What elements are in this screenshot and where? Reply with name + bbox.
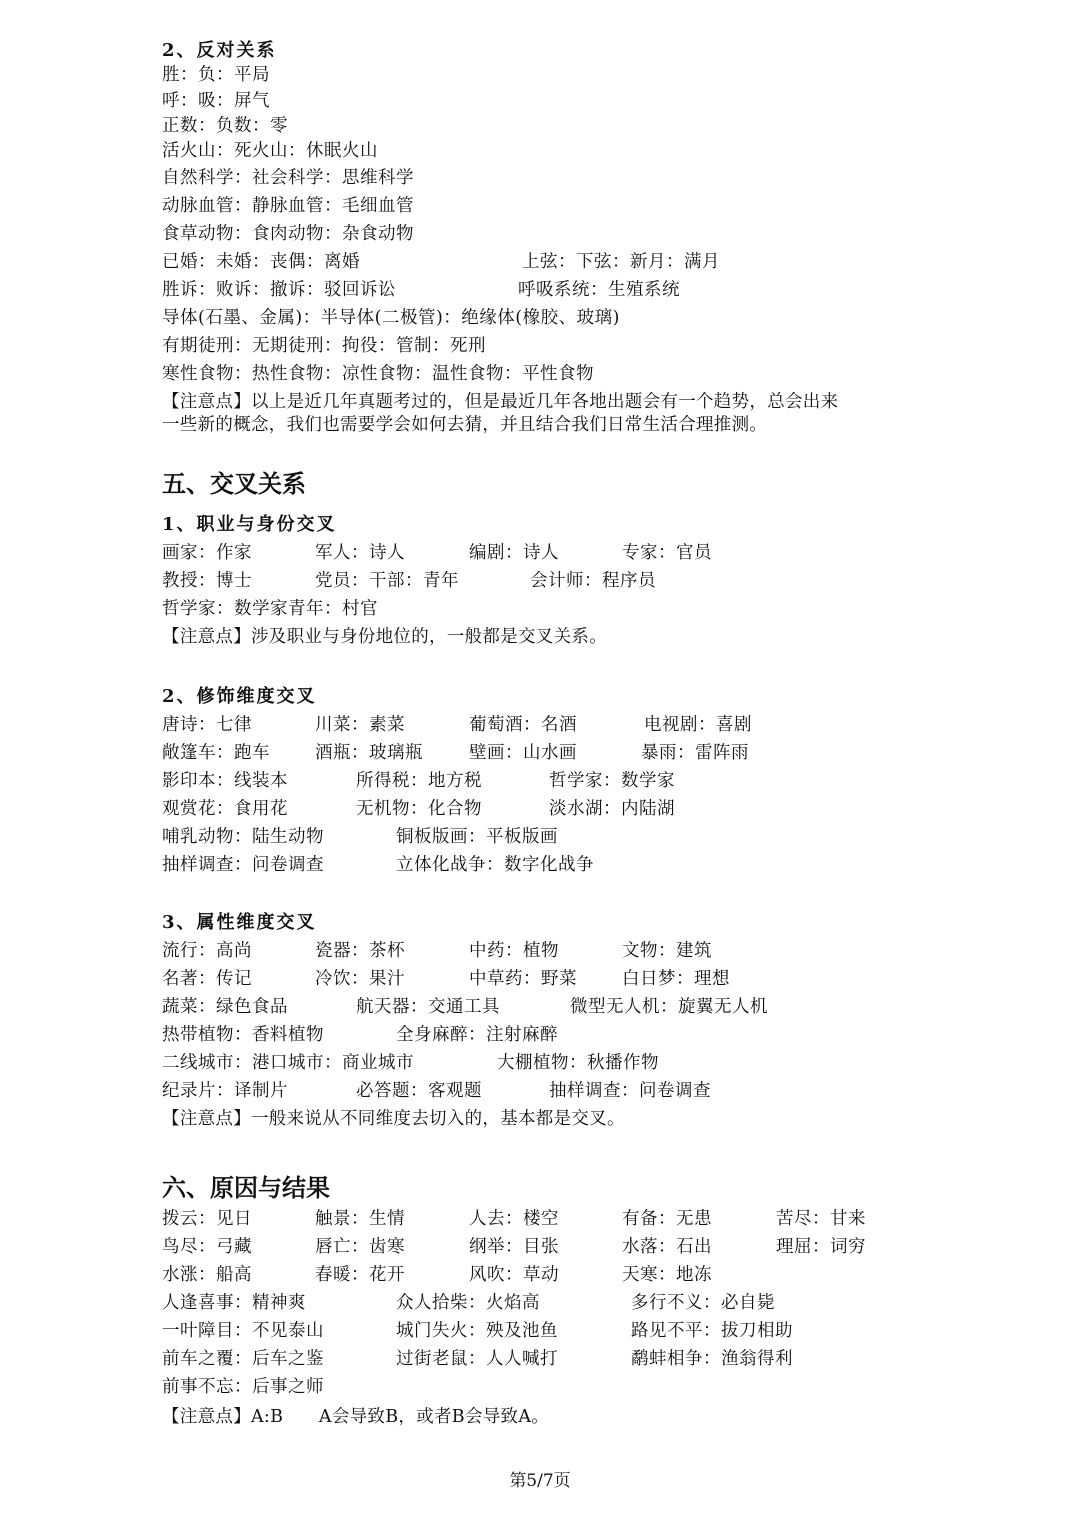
text-item: 蔬菜：绿色食品 [162, 997, 288, 1017]
text-line: 自然科学：社会科学：思维科学 [162, 168, 414, 188]
text-item: 编剧：诗人 [469, 543, 559, 563]
text-item: 酒瓶：玻璃瓶 [315, 743, 423, 763]
text-item: 会计师：程序员 [530, 571, 656, 591]
text-item: 抽样调查：问卷调查 [162, 855, 324, 875]
text-item: 拨云：见日 [162, 1209, 252, 1229]
text-item: 流行：高尚 [162, 941, 252, 961]
text-item: 一叶障目：不见泰山 [162, 1321, 324, 1341]
text-item: 名著：传记 [162, 969, 252, 989]
text-item: 川菜：素菜 [315, 715, 405, 735]
text-item: 瓷器：茶杯 [315, 941, 405, 961]
text-item: 所得税：地方税 [356, 771, 482, 791]
text-item: 微型无人机：旋翼无人机 [570, 997, 768, 1017]
text-item: 胜诉：败诉：撤诉：驳回诉讼 [162, 280, 396, 300]
text-item: 敞篷车：跑车 [162, 743, 270, 763]
text-item: 苦尽：甘来 [776, 1209, 866, 1229]
section-title-cause-effect: 六、原因与结果 [162, 1173, 330, 1202]
text-item: 风吹：草动 [469, 1265, 559, 1285]
text-item: 立体化战争：数字化战争 [396, 855, 594, 875]
text-item: 触景：生情 [315, 1209, 405, 1229]
text-line: 呼：吸：屏气 [162, 91, 270, 111]
text-item: 大棚植物：秋播作物 [497, 1053, 659, 1073]
text-item: 白日梦：理想 [622, 969, 730, 989]
subsection-title: 3、属性维度交叉 [162, 912, 317, 933]
text-item: 中药：植物 [469, 941, 559, 961]
text-line: 动脉血管：静脉血管：毛细血管 [162, 196, 414, 216]
text-item: 抽样调查：问卷调查 [549, 1081, 711, 1101]
subsection-title-opposite: 2、反对关系 [162, 40, 277, 61]
text-item: 有备：无患 [622, 1209, 712, 1229]
text-item: 哲学家：数学家 [549, 771, 675, 791]
text-item: 全身麻醉：注射麻醉 [396, 1025, 558, 1045]
text-line: 胜：负：平局 [162, 65, 270, 85]
text-item: 教授：博士 [162, 571, 252, 591]
text-item: 天寒：地冻 [622, 1265, 712, 1285]
text-line: 食草动物：食肉动物：杂食动物 [162, 224, 414, 244]
text-item: 鸟尽：弓藏 [162, 1237, 252, 1257]
text-item: 冷饮：果汁 [315, 969, 405, 989]
text-item: 城门失火：殃及池鱼 [396, 1321, 558, 1341]
text-line: 导体(石墨、金属)：半导体(二极管)：绝缘体(橡胶、玻璃) [162, 308, 620, 328]
note-line: 一些新的概念，我们也需要学会如何去猜，并且结合我们日常生活合理推测。 [162, 415, 768, 435]
text-item: 前车之覆：后车之鉴 [162, 1349, 324, 1369]
text-item: 观赏花：食用花 [162, 799, 288, 819]
text-item: 哺乳动物：陆生动物 [162, 827, 324, 847]
text-item: 过街老鼠：人人喊打 [396, 1349, 558, 1369]
text-item: 必答题：客观题 [356, 1081, 482, 1101]
text-item: 影印本：线装本 [162, 771, 288, 791]
note-line: 【注意点】一般来说从不同维度去切入的，基本都是交叉。 [162, 1109, 625, 1129]
text-item: 文物：建筑 [622, 941, 712, 961]
text-line: 有期徒刑：无期徒刑：拘役：管制：死刑 [162, 336, 486, 356]
text-item: 水落：石出 [622, 1237, 712, 1257]
text-item: 葡萄酒：名酒 [469, 715, 577, 735]
text-item: 上弦：下弦：新月：满月 [522, 252, 720, 272]
text-item: 淡水湖：内陆湖 [549, 799, 675, 819]
text-item: 春暖：花开 [315, 1265, 405, 1285]
text-item: 铜板版画：平板版画 [396, 827, 558, 847]
text-line: 活火山：死火山：休眠火山 [162, 141, 378, 161]
text-item: 路见不平：拔刀相助 [631, 1321, 793, 1341]
text-item: 唐诗：七律 [162, 715, 252, 735]
text-item: 军人：诗人 [315, 543, 405, 563]
text-item: 纪录片：译制片 [162, 1081, 288, 1101]
text-item: 水涨：船高 [162, 1265, 252, 1285]
text-item: 人去：楼空 [469, 1209, 559, 1229]
text-item: 已婚：未婚：丧偶：离婚 [162, 252, 360, 272]
text-line: 哲学家：数学家青年：村官 [162, 599, 378, 619]
text-item: 唇亡：齿寒 [315, 1237, 405, 1257]
text-item: 电视剧：喜剧 [644, 715, 752, 735]
text-item: 热带植物：香料植物 [162, 1025, 324, 1045]
text-item: 中草药：野菜 [469, 969, 577, 989]
text-item: 众人拾柴：火焰高 [396, 1293, 540, 1313]
text-item: 鹬蚌相争：渔翁得利 [631, 1349, 793, 1369]
text-item: 暴雨：雷阵雨 [641, 743, 749, 763]
text-item: 无机物：化合物 [356, 799, 482, 819]
text-item: 党员：干部：青年 [315, 571, 459, 591]
text-line: 寒性食物：热性食物：凉性食物：温性食物：平性食物 [162, 364, 594, 384]
text-item: 专家：官员 [622, 543, 712, 563]
text-item: 人逢喜事：精神爽 [162, 1293, 306, 1313]
subsection-title: 1、职业与身份交叉 [162, 514, 337, 535]
section-title-cross: 五、交叉关系 [162, 469, 306, 498]
page-number: 第5/7页 [509, 1471, 571, 1491]
text-item: 呼吸系统：生殖系统 [518, 280, 680, 300]
note-line: 【注意点】涉及职业与身份地位的，一般都是交叉关系。 [162, 627, 607, 647]
note-line: 【注意点】以上是近几年真题考过的，但是最近几年各地出题会有一个趋势，总会出来 [162, 392, 839, 412]
text-item: 多行不义：必自毙 [631, 1293, 775, 1313]
text-item: 纲举：目张 [469, 1237, 559, 1257]
text-item: 航天器：交通工具 [356, 997, 500, 1017]
text-item: 二线城市：港口城市：商业城市 [162, 1053, 414, 1073]
note-line: 【注意点】A:B A会导致B，或者B会导致A。 [162, 1407, 550, 1427]
text-line: 前事不忘：后事之师 [162, 1377, 324, 1397]
text-item: 画家：作家 [162, 543, 252, 563]
text-item: 壁画：山水画 [469, 743, 577, 763]
text-line: 正数：负数：零 [162, 116, 288, 136]
text-item: 理屈：词穷 [776, 1237, 866, 1257]
subsection-title: 2、修饰维度交叉 [162, 686, 317, 707]
